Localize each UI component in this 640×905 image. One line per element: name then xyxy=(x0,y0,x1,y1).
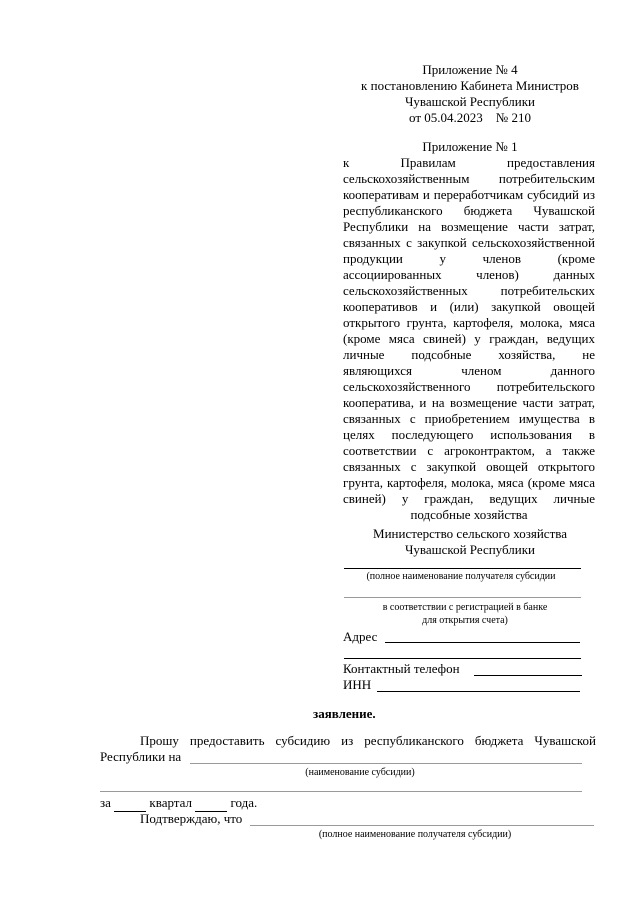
address-row xyxy=(343,629,377,645)
recipient-caption-2b: для открытия счета) xyxy=(422,615,508,626)
addressee xyxy=(340,526,600,558)
inn-row xyxy=(343,677,371,693)
appendix4-line3: Чувашской Республики xyxy=(404,94,536,109)
subsidy-name-field[interactable] xyxy=(190,763,582,764)
recipient-caption-2a: в соответствии с регистрацией в банке xyxy=(382,602,548,613)
appendix4-title: Приложение № 4 xyxy=(422,62,518,77)
inn-field[interactable] xyxy=(377,691,580,692)
addressee-line1: Министерство сельского хозяйства xyxy=(373,526,567,541)
address-field[interactable] xyxy=(385,642,580,643)
subsidy-caption: (наименование субсидии) xyxy=(305,767,415,778)
addressee-line2: Чувашской Республики xyxy=(404,542,536,557)
quarter-field[interactable] xyxy=(114,795,146,812)
year-word: года. xyxy=(230,795,258,810)
address-label: Адрес xyxy=(343,629,378,644)
phone-field[interactable] xyxy=(474,675,582,676)
statement-heading: заявление. xyxy=(313,706,376,721)
quarter-row xyxy=(100,795,257,812)
recipient-name-field-2[interactable] xyxy=(344,597,581,598)
quarter-word: квартал xyxy=(149,795,192,810)
confirm-label: Подтверждаю, что xyxy=(140,811,243,826)
phone-row xyxy=(343,661,460,677)
address-field-2[interactable] xyxy=(344,658,581,659)
statement-line2-label: Республики на xyxy=(100,749,182,764)
confirm-caption: (полное наименование получателя субсидии) xyxy=(318,829,512,840)
quarter-prefix: за xyxy=(100,795,111,810)
appendix4-line2: к постановлению Кабинета Министров xyxy=(361,78,579,93)
year-field[interactable] xyxy=(195,795,227,812)
appendix4-date: от 05.04.2023 № 210 xyxy=(409,110,531,125)
confirm-recipient-field[interactable] xyxy=(250,825,594,826)
appendix1-body: к Правилам предоставления сельскохозяйственным потребительским кооперативам и переработчикам субсидий из республиканского бюджета Чувашской Республики на возмещение части затрат, связанных с закупкой сельскохозяйственной продукции у членов (кроме ассоциированных членов) данных сельскохозяйственных потребительских кооперативов и (или) закупкой овощей открытого грунта, картофеля, молока, мяса (кроме мяса свиней) у граждан, ведущих личные подсобные хозяйства, не являющихся членом данного сельскохозяйственного потребительского кооператива, и на возмещение части затрат, связанных с приобретением имущества в целях последующего использования в соответствии с агроконтрактом, а также связанных с закупкой овощей открытого грунта, картофеля, молока, мяса (кроме мяса свиней) у граждан, ведущих личные подсобные хозяйства xyxy=(343,155,595,522)
phone-label: Контактный телефон xyxy=(343,661,460,676)
statement-line1: Прошу предоставить субсидию из республиканского бюджета Чувашской xyxy=(140,733,596,748)
appendix1-title: Приложение № 1 xyxy=(422,139,518,154)
inn-label: ИНН xyxy=(343,677,372,692)
subsidy-name-field-2[interactable] xyxy=(100,791,582,792)
recipient-name-field-1[interactable] xyxy=(344,568,581,569)
recipient-caption-1: (полное наименование получателя субсидии xyxy=(366,571,556,582)
appendix4-header xyxy=(340,62,600,126)
